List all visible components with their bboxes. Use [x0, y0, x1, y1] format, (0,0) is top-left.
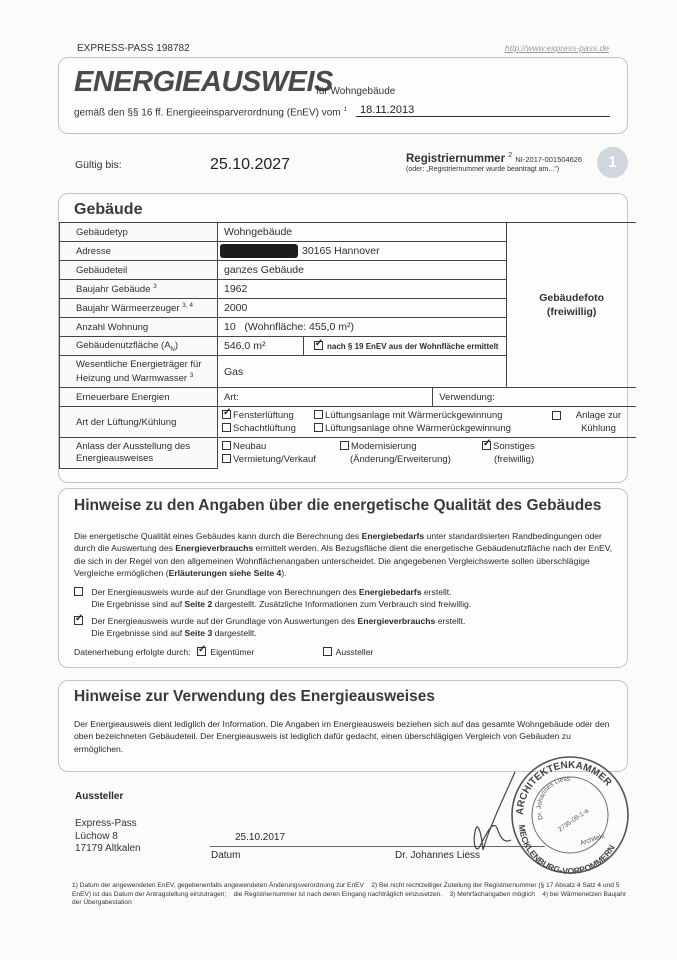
row-label: Gebäudeteil — [60, 261, 218, 280]
svg-text:ARCHITEKTENKAMMER: ARCHITEKTENKAMMER — [514, 759, 614, 816]
issuer-heading: Aussteller — [75, 791, 124, 802]
table-row — [60, 223, 637, 242]
website-link[interactable]: http://www.express-pass.de — [505, 43, 609, 53]
document-id: EXPRESS-PASS 198782 — [77, 43, 190, 54]
row-label: Art der Lüftung/Kühlung — [60, 407, 218, 438]
option-cooling-system[interactable]: Anlage zur Kühlung — [552, 409, 632, 435]
area-method-checkbox[interactable]: ✓ nach § 19 EnEV aus der Wohnfläche ermittelt — [303, 337, 507, 356]
svg-text:MECKLENBURG-VORPOMMERN: MECKLENBURG-VORPOMMERN — [516, 824, 617, 877]
registration-number: Registriernummer $^2$ NI-2017-001504626 — [406, 152, 583, 165]
redacted-street — [220, 244, 298, 258]
row-label: Gebäudetyp — [60, 223, 218, 242]
option-shaft-ventilation[interactable]: Schachtlüftung — [222, 422, 314, 435]
option-owner[interactable]: ✓ Eigentümer — [197, 647, 254, 657]
date-label: Datum — [211, 850, 241, 861]
building-data-table — [59, 222, 636, 469]
building-section-title: Gebäude — [74, 201, 143, 218]
valid-until-date: 25.10.2027 — [210, 156, 291, 173]
building-type-value: Wohngebäude — [218, 223, 507, 242]
footnotes: 1) Datum der angewendeten EnEV, gegebenenfalls angewendeten Änderungsverordnung zur EnEV 2) Bei nicht rechtzeitiger Zuteilung der Registriernummer (§ 17 Absatz 4 Satz 4 und 5 EnEV) ist das Datum der Antragstellung einzutragen; die Registriernummer ist nach deren Eingang nachträglich einzusetzen. 3) Mehrfachangaben möglich 4) bei Wärmenetzen Baujahr der Übergabestation — [72, 882, 629, 907]
registration-hint: (oder: „Registriernummer wurde beantragt am...") — [406, 166, 560, 173]
option-new-building[interactable]: Neubau — [222, 440, 340, 453]
heater-year-value: 2000 — [218, 299, 507, 318]
table-row — [60, 438, 637, 469]
energy-carrier-value: Gas — [218, 356, 507, 388]
usage-notes-title: Hinweise zur Verwendung des Energieausweises — [74, 688, 435, 705]
svg-text:Dr. Johannes Liess: Dr. Johannes Liess — [536, 775, 571, 821]
building-photo-placeholder: Gebäudefoto (freiwillig) — [507, 223, 636, 388]
checkbox-unchecked-icon[interactable] — [74, 587, 83, 596]
row-label: Baujahr Gebäude $^3$ — [60, 280, 218, 299]
svg-text:Architekt: Architekt — [579, 832, 606, 848]
ventilation-options — [218, 407, 637, 438]
row-label: Anlass der Ausstellung des Energieausweises — [60, 438, 218, 469]
usable-area-value: 546,0 m² — [218, 337, 304, 356]
svg-text:2735-09-1-a: 2735-09-1-a — [556, 807, 591, 834]
page-number-badge: 1 — [597, 147, 628, 178]
valid-until-label: Gültig bis: — [75, 159, 122, 171]
row-label: Adresse — [60, 242, 218, 261]
energy-quality-paragraph: Die energetische Qualität eines Gebäudes kann durch die Berechnung des Energiebedarfs unter standardisierten Randbedingungen oder durch die Auswertung des Energieverbrauchs ermittelt werden. Als Bezugsfläche dient die energetische Gebäudenutzfläche nach der EnEV, die sich in der Regel von den allgemeinen Wohnflächenangaben unterscheidet. Die angegebenen Vergleichswerte sollen überschlägige Vergleiche ermöglichen (Erläuterungen siehe Seite 4). — [74, 531, 613, 578]
construction-year-value: 1962 — [218, 280, 507, 299]
option-consumption-based[interactable]: ✓ Der Energieausweis wurde auf der Grundlage von Auswertungen des Energieverbrauchs erstellt. Die Ergebnisse sind auf Seite 3 dargestellt. — [74, 615, 465, 640]
option-window-ventilation[interactable]: ✓Fensterlüftung — [222, 409, 314, 422]
document-subtitle: für Wohngebäude — [316, 86, 396, 97]
address-value: 30165 Hannover — [218, 242, 507, 261]
document-title: ENERGIEAUSWEIS — [74, 66, 333, 98]
issuer-address: Express-Pass Lüchow 8 17179 Altkalen — [75, 818, 141, 854]
energy-quality-notes-title: Hinweise zu den Angaben über die energetische Qualität des Gebäudes — [74, 497, 602, 514]
option-modernization[interactable]: Modernisierung (Änderung/Erweiterung) — [340, 440, 482, 466]
data-collection-line: Datenerhebung erfolgte durch: ✓ Eigentümer Aussteller — [74, 646, 373, 658]
option-rental-sale[interactable]: Vermietung/Verkauf — [222, 453, 340, 466]
row-label: Erneuerbare Energien — [60, 388, 218, 407]
law-date-field: 18.11.2013 — [356, 104, 610, 117]
option-ventilation-with-heat-recovery[interactable]: Lüftungsanlage mit Wärmerückgewinnung — [314, 409, 552, 422]
issuance-reason-options — [218, 438, 637, 469]
option-demand-based[interactable]: Der Energieausweis wurde auf der Grundlage von Berechnungen des Energiebedarfs erstellt. Die Ergebnisse sind auf Seite 2 dargestellt. Zusätzliche Informationen zum Verbrauch sind freiwillig. — [74, 586, 471, 611]
law-reference: gemäß den §§ 16 ff. Energieeinsparverordnung (EnEV) vom $^1$ — [74, 106, 348, 119]
apartment-count-value: 10 (Wohnfläche: 455,0 m²) — [218, 318, 507, 337]
row-label: Baujahr Wärmeerzeuger $^{3, 4}$ — [60, 299, 218, 318]
table-row — [60, 388, 637, 407]
option-other[interactable]: ✓Sonstiges (freiwillig) — [482, 440, 572, 466]
row-label: Anzahl Wohnung — [60, 318, 218, 337]
renewable-type-field: Art: — [218, 388, 433, 407]
usage-notes-paragraph: Der Energieausweis dient lediglich der Information. Die Angaben im Energieausweis beziehen sich auf das gesamte Wohngebäude oder den oben bezeichneten Gebäudeteil. Der Energieausweis ist lediglich dafür gedacht, einen überschlägigen Vergleich von Gebäuden zu ermöglichen. — [74, 719, 610, 754]
checkbox-checked-icon[interactable] — [74, 616, 83, 625]
architect-chamber-stamp-icon — [505, 753, 635, 878]
renewable-usage-field: Verwendung: — [433, 388, 636, 407]
building-part-value: ganzes Gebäude — [218, 261, 507, 280]
option-issuer[interactable]: Aussteller — [323, 647, 374, 657]
signature-date: 25.10.2017 — [235, 832, 286, 843]
option-ventilation-without-heat-recovery[interactable]: Lüftungsanlage ohne Wärmerückgewinnung — [314, 422, 552, 435]
row-label: Gebäudenutzfläche $(A_N)$ — [60, 337, 218, 356]
checkbox-checked-icon[interactable] — [314, 341, 323, 350]
row-label: Wesentliche Energieträger für Heizung und Warmwasser $^3$ — [60, 356, 218, 388]
signer-name: Dr. Johannes Liess — [395, 850, 481, 861]
table-row — [60, 407, 637, 438]
